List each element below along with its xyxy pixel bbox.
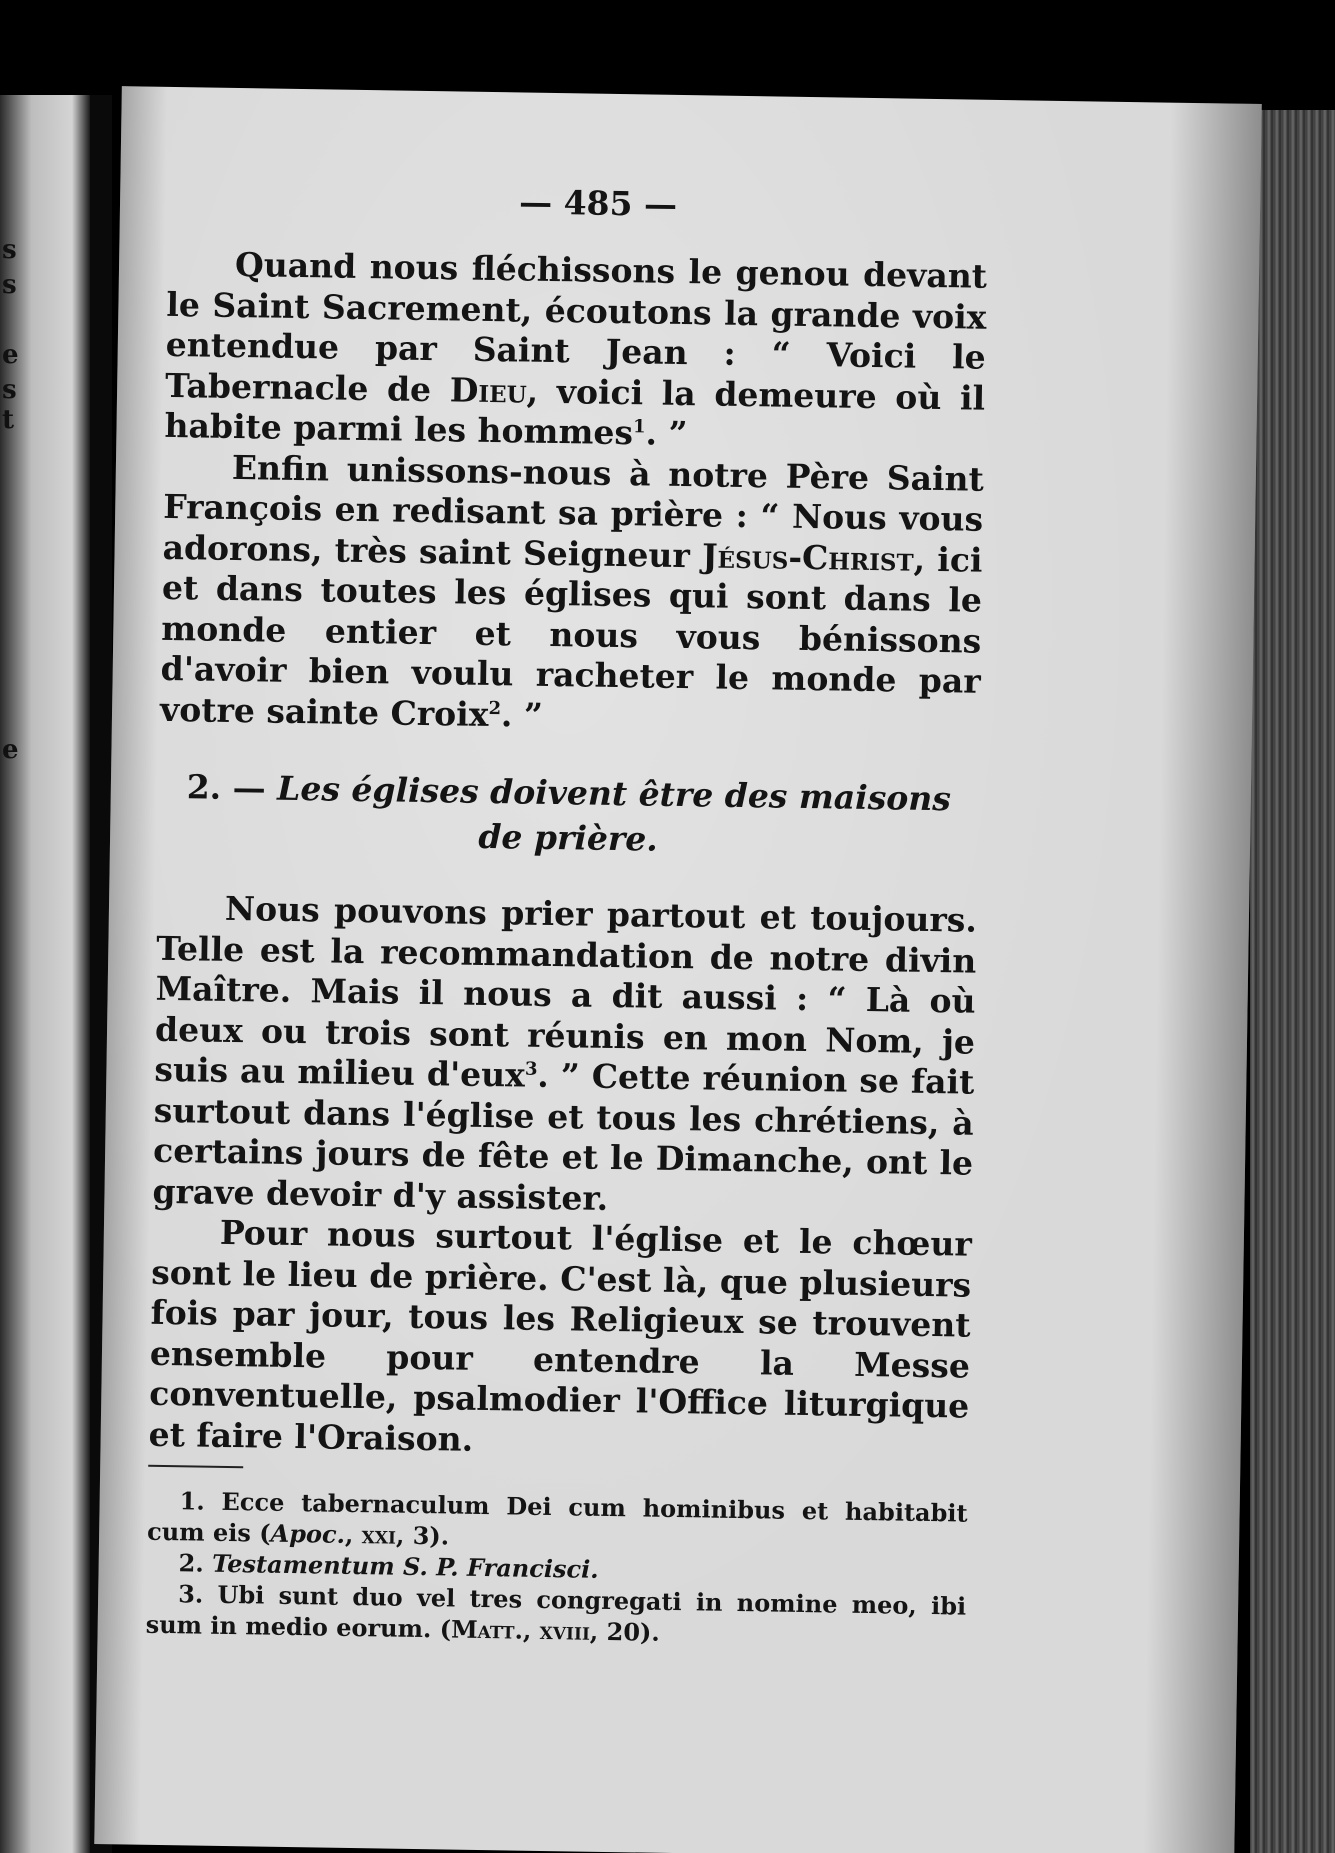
text-run: , voici la demeure où il habite parmi les hommes bbox=[164, 371, 986, 453]
footnotes bbox=[145, 1485, 967, 1653]
section-number: 2. — bbox=[186, 767, 278, 808]
left-page-glyph: s bbox=[2, 375, 17, 405]
footnote-rule bbox=[148, 1465, 243, 1468]
text-run: Enfin unissons-nous à notre Père Saint François en redisant sa prière : “ Nous vous adorons, très saint Seigneur bbox=[162, 447, 985, 575]
left-page-glyph: s bbox=[2, 270, 17, 300]
text-run: . ” Cette réunion se fait surtout dans l'église et tous les chrétiens, à certains jours de fête et le Dimanche, ont le grave devoir d'y assister. bbox=[152, 1055, 975, 1218]
paragraph bbox=[148, 1212, 972, 1468]
page-content bbox=[145, 177, 988, 1653]
text-run: , bbox=[522, 1615, 540, 1645]
section-title-line-2: de prière. bbox=[478, 816, 659, 859]
footnote bbox=[145, 1578, 966, 1653]
page-edges bbox=[1250, 110, 1335, 1853]
book-page bbox=[94, 86, 1261, 1853]
smallcaps-text: xxi bbox=[361, 1520, 397, 1550]
left-page-glyph: s bbox=[2, 235, 17, 265]
smallcaps-text: Jésus-Christ bbox=[701, 535, 914, 579]
text-run: , bbox=[344, 1519, 362, 1550]
left-page-glyph: e bbox=[2, 735, 19, 765]
page-number: — 485 — bbox=[518, 182, 678, 224]
text-run: Nous pouvons prier partout et toujours. Telle est la recommandation de notre divin Maître. Mais il nous a dit aussi : “ Là où deux ou trois sont réunis en mon Nom, je suis au milieu d'eux bbox=[154, 888, 978, 1095]
footnote-ref: 2 bbox=[488, 697, 502, 719]
text-run: . ” bbox=[645, 413, 688, 454]
italic-text: Apoc. bbox=[270, 1518, 346, 1549]
footnote-ref: 1 bbox=[632, 416, 646, 438]
body-section-2 bbox=[148, 888, 977, 1468]
left-page-glyph: e bbox=[2, 340, 19, 370]
text-run: Quand nous fléchissons le genou devant le Saint Sacrement, écoutons la grande voix entendue par Saint Jean : “ Voici le Tabernacle de bbox=[164, 244, 988, 409]
text-run: Pour nous surtout l'église et le chœur sont le lieu de prière. C'est là, que plusieurs fois par jour, tous les Religieux se trouvent ensemble pour entendre la Messe conventuelle, psalmodier l'Office liturgique et faire l'Oraison. bbox=[148, 1212, 973, 1459]
smallcaps-text: Dieu bbox=[449, 369, 528, 411]
paragraph bbox=[164, 244, 987, 459]
section-title-line-1: Les églises doivent être des maisons bbox=[276, 768, 952, 819]
text-run: . ” bbox=[500, 694, 544, 735]
left-page-edge bbox=[0, 95, 90, 1853]
paragraph bbox=[152, 888, 977, 1225]
footnote-ref: 3 bbox=[524, 1058, 538, 1080]
section-heading bbox=[158, 764, 979, 867]
paragraph bbox=[160, 446, 984, 742]
text-run: 1. Ecce tabernaculum Dei cum hominibus et habitabit cum eis ( bbox=[146, 1486, 968, 1548]
left-page-glyph: t bbox=[2, 405, 15, 435]
smallcaps-text: xviii bbox=[539, 1615, 591, 1646]
text-run: , 20). bbox=[589, 1616, 660, 1647]
text-run: 3. Ubi sunt duo vel tres congregati in nomine meo, ibi sum in medio eorum. ( bbox=[145, 1579, 967, 1644]
text-run: , ici et dans toutes les églises qui sont dans le monde entier et nous vous bénissons d'avoir bien voulu racheter le monde par votre sainte Croix bbox=[159, 539, 983, 734]
italic-text: S. P. Francisci. bbox=[402, 1551, 599, 1584]
text-run: , 3). bbox=[395, 1520, 450, 1551]
text-run: 2. bbox=[178, 1548, 213, 1578]
body-section-1 bbox=[160, 244, 988, 743]
italic-text: Testamentum bbox=[211, 1548, 395, 1581]
smallcaps-text: Matt. bbox=[450, 1614, 524, 1645]
